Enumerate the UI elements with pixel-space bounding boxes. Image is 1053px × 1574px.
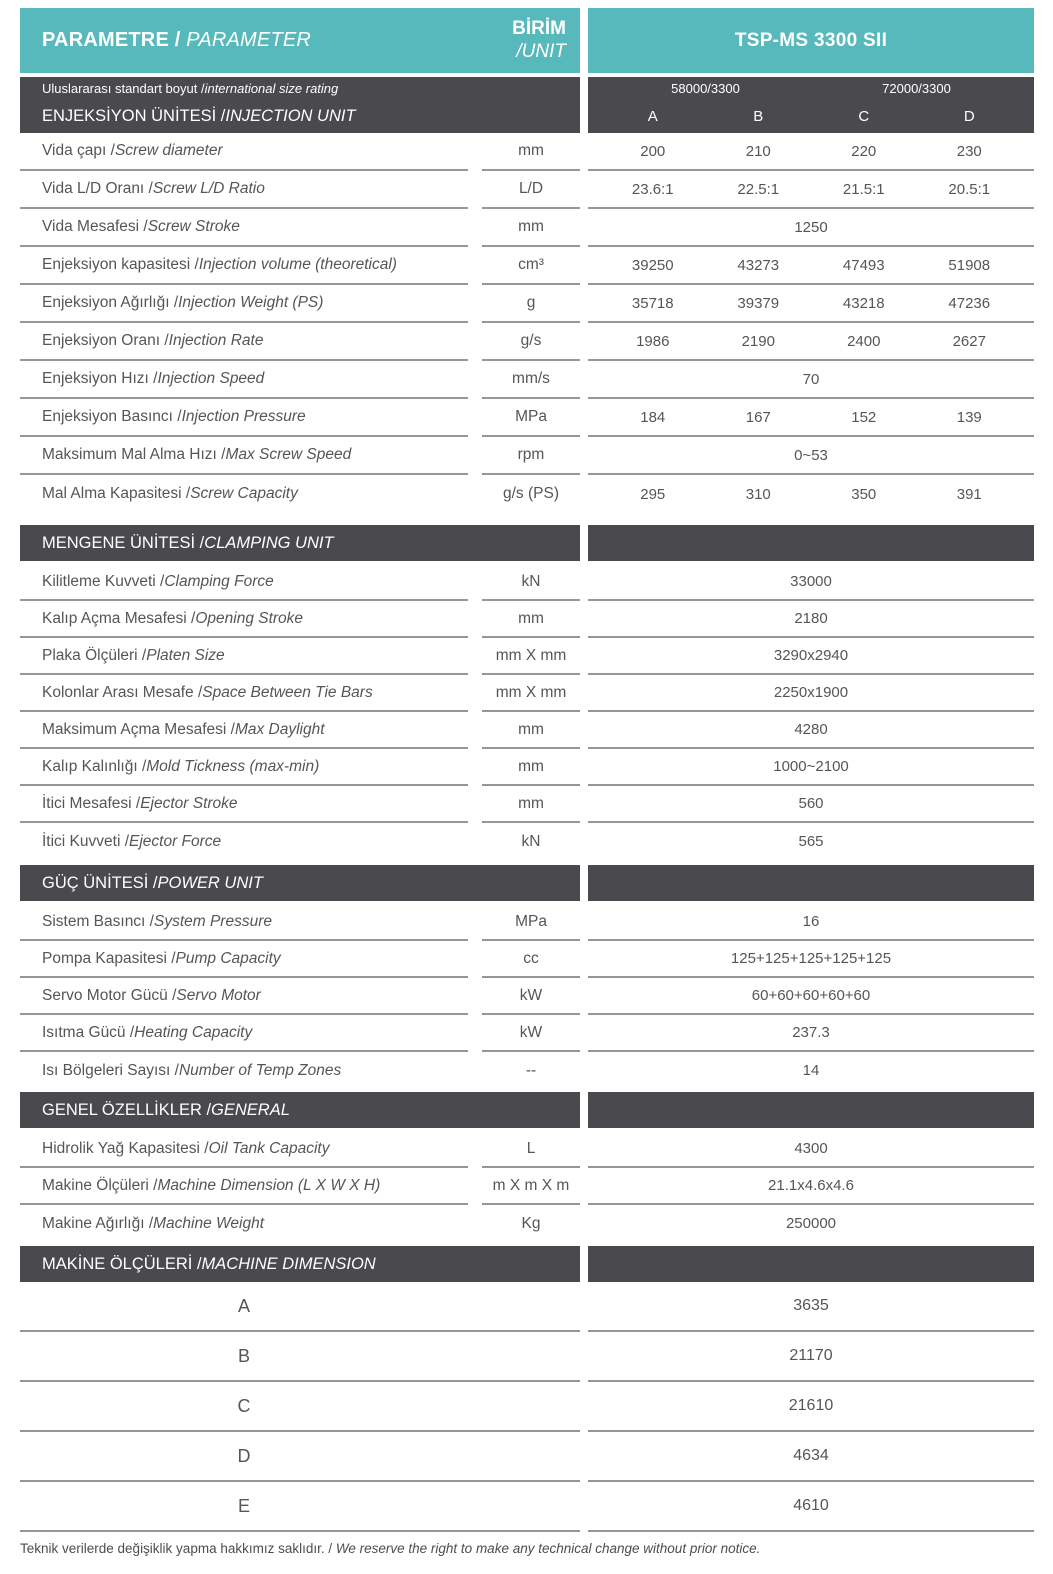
value-cells	[588, 209, 1034, 247]
variant-letter: A	[647, 108, 658, 125]
unit-label: mm	[482, 601, 580, 638]
param-label-en: Screw L/D Ratio	[152, 180, 265, 197]
spec-row	[20, 749, 1034, 786]
param-label-tr: Kalıp Kalınlığı /	[42, 757, 147, 775]
param-label	[20, 437, 468, 475]
param-label	[20, 209, 468, 247]
value-span: 125+125+125+125+125	[730, 950, 892, 967]
value-cell: 43218	[842, 294, 885, 312]
unit-label-tr: BİRİM	[512, 18, 566, 40]
param-label	[20, 749, 468, 786]
param-label-tr: İtici Mesafesi /	[42, 794, 141, 812]
value-span: 4300	[794, 1140, 828, 1157]
size-rating-label-en: international size rating	[204, 81, 339, 96]
value-span: 1000~2100	[773, 758, 849, 775]
dimension-value: 21170	[588, 1332, 1034, 1382]
footer-note-en: We reserve the right to make any technical change without prior notice.	[335, 1541, 761, 1556]
section-title	[20, 1092, 580, 1128]
spec-row	[20, 247, 1034, 285]
value-cell: 391	[956, 485, 982, 503]
value-cell: 23.6:1	[631, 180, 674, 198]
dimension-value: 4634	[588, 1432, 1034, 1482]
param-label	[20, 1205, 468, 1242]
value-cells	[588, 1205, 1034, 1242]
param-label-tr: Kilitleme Kuvveti /	[42, 572, 165, 590]
value-cells	[588, 1168, 1034, 1205]
spec-row	[20, 133, 1034, 171]
param-label-en: Machine Weight	[153, 1214, 264, 1232]
section-header-bar	[588, 865, 1034, 901]
value-cells	[588, 564, 1034, 601]
param-label	[20, 712, 468, 749]
value-cells	[588, 247, 1034, 285]
param-label-tr: Hidrolik Yağ Kapasitesi /	[42, 1139, 209, 1157]
variant-letter: D	[963, 108, 975, 125]
param-label	[20, 133, 468, 171]
section-header-bar	[588, 1246, 1034, 1282]
spec-row	[20, 675, 1034, 712]
variant-letter: B	[753, 108, 764, 125]
param-label	[20, 1131, 468, 1168]
unit-label: kW	[482, 1015, 580, 1052]
dimension-row	[20, 1432, 1034, 1482]
parameter-label-en: PARAMETER	[186, 29, 312, 51]
value-span: 2180	[794, 610, 828, 627]
param-label-tr: Vida Mesafesi /	[42, 218, 148, 235]
param-label-tr: İtici Kuvveti /	[42, 832, 129, 850]
spec-row	[20, 712, 1034, 749]
param-label-tr: Isıtma Gücü /	[42, 1023, 135, 1041]
value-cell: 21.5:1	[842, 180, 885, 198]
unit-label: L	[482, 1131, 580, 1168]
size-rating-values	[588, 77, 1034, 100]
parameter-header-label	[42, 29, 311, 52]
spec-row	[20, 1168, 1034, 1205]
value-span: 14	[802, 1062, 820, 1079]
spec-row	[20, 323, 1034, 361]
value-cell: 43273	[737, 256, 780, 274]
section-general	[20, 1092, 1034, 1242]
section-title	[20, 100, 580, 133]
dimension-value: 21610	[588, 1382, 1034, 1432]
param-label-en: Ejector Stroke	[140, 794, 238, 812]
param-label-tr: Enjeksiyon kapasitesi /	[42, 256, 199, 273]
unit-label: Kg	[521, 1214, 541, 1232]
section-title-tr: MENGENE ÜNİTESİ /	[42, 533, 205, 552]
param-label-tr: Enjeksiyon Basıncı /	[42, 408, 182, 425]
spec-row	[20, 171, 1034, 209]
value-cell: 51908	[948, 256, 991, 274]
section-header-clamping	[20, 525, 1034, 561]
section-rows	[20, 1282, 1034, 1532]
value-cells	[588, 133, 1034, 171]
spec-row	[20, 209, 1034, 247]
spec-row	[20, 285, 1034, 323]
value-cells	[588, 1131, 1034, 1168]
unit-label: mm	[482, 209, 580, 247]
spec-row	[20, 638, 1034, 675]
param-label	[20, 601, 468, 638]
value-cell: 2190	[741, 332, 775, 350]
value-cell: 35718	[631, 294, 674, 312]
spec-row	[20, 823, 1034, 860]
param-label	[20, 786, 468, 823]
value-span: 0~53	[794, 446, 828, 464]
section-header-bar	[588, 525, 1034, 561]
value-cells	[588, 675, 1034, 712]
value-cell: 139	[956, 408, 982, 426]
unit-label: mm	[482, 133, 580, 171]
size-rating-value: 58000/3300	[671, 81, 740, 96]
value-cells	[588, 712, 1034, 749]
param-label-en: Mold Tickness (max-min)	[146, 757, 320, 775]
dimension-row	[20, 1382, 1034, 1432]
spec-row	[20, 601, 1034, 638]
param-label-en: Injection Speed	[157, 370, 265, 387]
param-label-en: Space Between Tie Bars	[202, 683, 373, 701]
section-title-en: MACHINE DIMENSION	[201, 1254, 376, 1273]
unit-label: g/s	[482, 323, 580, 361]
section-title	[20, 865, 580, 901]
spec-row	[20, 904, 1034, 941]
param-label-en: Max Screw Speed	[225, 446, 352, 463]
param-label-tr: Enjeksiyon Ağırlığı /	[42, 294, 179, 311]
param-label-tr: Makine Ölçüleri /	[42, 1176, 158, 1194]
section-header-general	[20, 1092, 1034, 1128]
value-cell: 310	[745, 485, 771, 503]
value-span: 3290x2940	[773, 647, 849, 664]
param-label	[20, 361, 468, 399]
section-title	[20, 1246, 580, 1282]
section-rows	[20, 564, 1034, 860]
value-cell: 200	[640, 142, 666, 160]
param-label	[20, 978, 468, 1015]
dimension-value: 3635	[588, 1282, 1034, 1332]
dimension-letter-cell	[20, 1382, 580, 1432]
section-header-bar	[588, 1092, 1034, 1128]
param-label-en: Oil Tank Capacity	[208, 1139, 330, 1157]
unit-label: kW	[482, 978, 580, 1015]
param-label-en: Number of Temp Zones	[178, 1061, 342, 1079]
param-label-tr: Mal Alma Kapasitesi /	[42, 485, 191, 502]
value-span: 560	[798, 795, 824, 812]
param-label-en: Injection Weight (PS)	[178, 294, 324, 311]
section-title-tr: ENJEKSİYON ÜNİTESİ /	[42, 107, 226, 125]
param-label-en: Injection Pressure	[181, 408, 306, 425]
unit-label: kN	[521, 832, 541, 850]
spec-row	[20, 978, 1034, 1015]
param-label-tr: Enjeksiyon Hızı /	[42, 370, 158, 387]
spec-row	[20, 1015, 1034, 1052]
param-label-tr: Kolonlar Arası Mesafe /	[42, 683, 203, 701]
section-title-en: CLAMPING UNIT	[204, 533, 334, 552]
section-rows	[20, 904, 1034, 1089]
value-cells	[588, 904, 1034, 941]
param-label	[20, 323, 468, 361]
dimension-row	[20, 1332, 1034, 1382]
section-rows	[20, 133, 1034, 513]
param-label-tr: Makine Ağırlığı /	[42, 1214, 154, 1232]
value-span: 250000	[785, 1215, 837, 1232]
section-dimensions	[20, 1246, 1034, 1532]
spec-row	[20, 475, 1034, 513]
unit-label: rpm	[482, 437, 580, 475]
dimension-letter: B	[237, 1345, 250, 1366]
param-label	[20, 564, 468, 601]
param-label-en: Injection volume (theoretical)	[198, 256, 397, 273]
param-label-tr: Isı Bölgeleri Sayısı /	[42, 1061, 179, 1079]
value-cell: 220	[851, 142, 877, 160]
param-label-tr: Maksimum Mal Alma Hızı /	[42, 446, 226, 463]
parameter-unit-header-cell	[20, 8, 580, 73]
value-cell: 47236	[948, 294, 991, 312]
value-cells	[588, 1052, 1034, 1089]
param-label-tr: Maksimum Açma Mesafesi /	[42, 720, 235, 738]
value-cells	[588, 323, 1034, 361]
dimension-letter-cell	[20, 1282, 580, 1332]
unit-label: mm X mm	[482, 638, 580, 675]
value-span: 2250x1900	[773, 684, 849, 701]
value-cells	[588, 437, 1034, 475]
section-title	[20, 525, 580, 561]
unit-label: mm/s	[482, 361, 580, 399]
section-power	[20, 865, 1034, 1089]
unit-label: --	[525, 1061, 537, 1079]
unit-label: mm	[482, 749, 580, 786]
param-label-en: Heating Capacity	[134, 1023, 253, 1041]
param-label-tr: Vida L/D Oranı /	[42, 180, 153, 197]
unit-label: g/s (PS)	[503, 485, 559, 502]
unit-label: kN	[482, 564, 580, 601]
value-span: 4280	[794, 721, 828, 738]
param-label	[20, 1015, 468, 1052]
size-rating-row	[20, 77, 1034, 100]
value-cell: 295	[640, 485, 666, 503]
param-label-en: Screw Stroke	[147, 218, 240, 235]
value-span: 70	[802, 370, 820, 388]
value-cell: 39379	[737, 294, 780, 312]
value-cell: 152	[851, 408, 877, 426]
value-cell: 20.5:1	[948, 180, 991, 198]
param-label-en: Screw diameter	[114, 142, 223, 159]
section-title-tr: MAKİNE ÖLÇÜLERİ /	[42, 1254, 202, 1273]
unit-label: MPa	[482, 399, 580, 437]
value-cell: 1986	[636, 332, 670, 350]
value-span: 1250	[794, 218, 828, 236]
param-label	[20, 904, 468, 941]
param-label-en: Clamping Force	[164, 572, 274, 590]
value-cells	[588, 399, 1034, 437]
section-clamping	[20, 525, 1034, 860]
param-label-en: Platen Size	[146, 646, 225, 664]
section-title-tr: GÜÇ ÜNİTESİ /	[42, 873, 158, 892]
dimension-letter: C	[237, 1395, 251, 1416]
value-span: 237.3	[792, 1024, 830, 1041]
param-label-en: Machine Dimension (L X W X H)	[157, 1176, 381, 1194]
value-cells	[588, 823, 1034, 860]
value-span: 60+60+60+60+60	[751, 987, 871, 1004]
dimension-row	[20, 1482, 1034, 1532]
unit-label: L/D	[482, 171, 580, 209]
param-label-tr: Vida çapı /	[42, 142, 115, 159]
value-cells	[588, 638, 1034, 675]
value-cell: 230	[956, 142, 982, 160]
param-label	[20, 247, 468, 285]
param-label	[20, 638, 468, 675]
dimension-letter: E	[237, 1495, 250, 1516]
spec-row	[20, 1131, 1034, 1168]
param-label	[20, 1168, 468, 1205]
unit-label: mm X mm	[482, 675, 580, 712]
value-cells	[588, 786, 1034, 823]
spec-row	[20, 564, 1034, 601]
value-cell: 184	[640, 408, 666, 426]
value-cell: 47493	[842, 256, 885, 274]
value-cells	[588, 601, 1034, 638]
value-cell: 39250	[631, 256, 674, 274]
table-header	[20, 8, 1034, 73]
value-cell: 22.5:1	[737, 180, 780, 198]
section-title-tr: GENEL ÖZELLİKLER /	[42, 1100, 212, 1119]
param-label-en: Injection Rate	[168, 332, 264, 349]
section-header-injection	[20, 100, 1034, 133]
param-label	[20, 675, 468, 712]
param-label	[20, 399, 468, 437]
unit-label: cc	[482, 941, 580, 978]
unit-label: MPa	[482, 904, 580, 941]
value-cells	[588, 171, 1034, 209]
value-cells	[588, 978, 1034, 1015]
section-rows	[20, 1131, 1034, 1242]
param-label-tr: Enjeksiyon Oranı /	[42, 332, 169, 349]
value-cell: 2400	[847, 332, 881, 350]
value-cells	[588, 941, 1034, 978]
dimension-row	[20, 1282, 1034, 1332]
unit-label-en: /UNIT	[516, 40, 566, 62]
value-cell: 167	[745, 408, 771, 426]
param-label	[20, 285, 468, 323]
size-rating-value: 72000/3300	[882, 81, 951, 96]
unit-label: mm	[482, 712, 580, 749]
variant-header-bar	[588, 100, 1034, 133]
value-cell: 210	[745, 142, 771, 160]
footer-note-tr: Teknik verilerde değişiklik yapma hakkımız saklıdır. /	[20, 1541, 336, 1556]
value-cell: 350	[851, 485, 877, 503]
parameter-label-tr: PARAMETRE /	[42, 29, 187, 51]
param-label-tr: Sistem Basıncı /	[42, 912, 154, 930]
spec-row	[20, 437, 1034, 475]
spec-row	[20, 1205, 1034, 1242]
value-cells	[588, 1015, 1034, 1052]
unit-label: mm	[482, 786, 580, 823]
param-label	[20, 941, 468, 978]
value-cell: 2627	[952, 332, 986, 350]
unit-header-label	[512, 18, 566, 63]
section-header-power	[20, 865, 1034, 901]
param-label	[20, 823, 468, 860]
param-label-en: Max Daylight	[234, 720, 325, 738]
param-label-tr: Servo Motor Gücü /	[42, 986, 177, 1004]
unit-label: m X m X m	[482, 1168, 580, 1205]
size-rating-label-tr: Uluslararası standart boyut /	[42, 81, 205, 96]
section-title-en: GENERAL	[211, 1100, 290, 1119]
value-span: 16	[802, 913, 820, 930]
sections-container	[20, 100, 1034, 1532]
footer-note	[20, 1541, 1034, 1556]
param-label-en: Servo Motor	[176, 986, 261, 1004]
param-label-en: Screw Capacity	[190, 485, 298, 502]
spec-row	[20, 786, 1034, 823]
param-label	[20, 1052, 468, 1089]
model-header-cell: TSP-MS 3300 SII	[588, 8, 1034, 73]
section-header-dimensions	[20, 1246, 1034, 1282]
spec-row	[20, 1052, 1034, 1089]
value-span: 565	[798, 833, 824, 850]
param-label-tr: Plaka Ölçüleri /	[42, 646, 147, 664]
value-cells	[588, 475, 1034, 513]
value-span: 33000	[790, 573, 832, 590]
param-label	[20, 171, 468, 209]
dimension-letter: D	[237, 1445, 251, 1466]
section-title-en: INJECTION UNIT	[225, 107, 356, 125]
dimension-letter: A	[237, 1295, 250, 1316]
param-label-en: Ejector Force	[129, 832, 222, 850]
value-span: 21.1x4.6x4.6	[768, 1177, 854, 1194]
param-label-tr: Pompa Kapasitesi /	[42, 949, 176, 967]
section-title-en: POWER UNIT	[157, 873, 263, 892]
section-injection	[20, 100, 1034, 513]
value-cells	[588, 285, 1034, 323]
spec-row	[20, 399, 1034, 437]
size-rating-label	[20, 77, 580, 100]
unit-label: g	[482, 285, 580, 323]
spec-row	[20, 361, 1034, 399]
param-label-en: Opening Stroke	[195, 609, 304, 627]
param-label	[20, 475, 468, 513]
dimension-letter-cell	[20, 1332, 580, 1382]
spec-row	[20, 941, 1034, 978]
unit-label: cm³	[482, 247, 580, 285]
dimension-letter-cell	[20, 1432, 580, 1482]
param-label-en: System Pressure	[153, 912, 272, 930]
dimension-letter-cell	[20, 1482, 580, 1532]
dimension-value: 4610	[588, 1482, 1034, 1532]
value-cells	[588, 361, 1034, 399]
param-label-en: Pump Capacity	[175, 949, 281, 967]
value-cells	[588, 749, 1034, 786]
param-label-tr: Kalıp Açma Mesafesi /	[42, 609, 196, 627]
variant-letter: C	[858, 108, 870, 125]
